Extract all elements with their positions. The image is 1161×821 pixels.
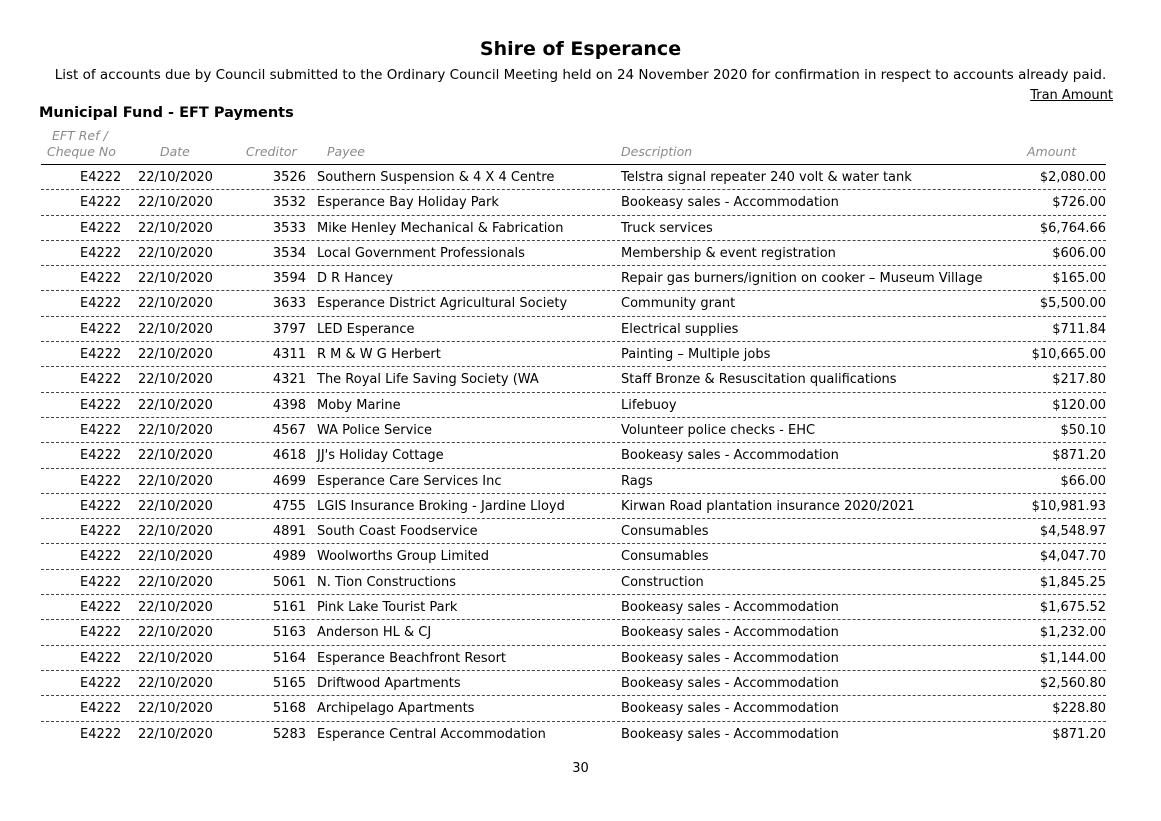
table-row (41, 469, 1106, 494)
cell-description: Painting – Multiple jobs (621, 347, 771, 363)
table-row (41, 317, 1106, 342)
cell-creditor: 4618 (272, 448, 306, 464)
cell-description: Staff Bronze & Resuscitation qualifications (621, 372, 897, 388)
cell-description: Rags (621, 473, 653, 489)
cell-amount: $726.00 (1052, 195, 1106, 211)
cell-creditor: 5283 (272, 726, 306, 742)
cell-amount: $10,981.93 (1031, 498, 1106, 514)
cell-description: Bookeasy sales - Accommodation (621, 625, 839, 641)
table-row (41, 595, 1106, 620)
cell-date: 22/10/2020 (138, 524, 213, 540)
cell-description: Bookeasy sales - Accommodation (621, 195, 839, 211)
cell-description: Volunteer police checks - EHC (621, 422, 816, 438)
cell-amount: $4,548.97 (1039, 524, 1106, 540)
cell-amount: $66.00 (1060, 473, 1106, 489)
cell-date: 22/10/2020 (138, 498, 213, 514)
cell-payee: Pink Lake Tourist Park (317, 600, 458, 616)
cell-date: 22/10/2020 (138, 271, 213, 287)
cell-ref: E4222 (80, 397, 122, 413)
cell-payee: South Coast Foodservice (317, 524, 478, 540)
column-header-description: Description (621, 144, 693, 159)
cell-description: Construction (621, 574, 704, 590)
cell-amount: $5,500.00 (1039, 296, 1106, 312)
cell-date: 22/10/2020 (138, 321, 213, 337)
table-row (41, 165, 1106, 190)
cell-ref: E4222 (80, 726, 122, 742)
cell-description: Bookeasy sales - Accommodation (621, 600, 839, 616)
cell-description: Consumables (621, 549, 709, 565)
cell-date: 22/10/2020 (138, 549, 213, 565)
cell-ref: E4222 (80, 625, 122, 641)
cell-payee: Mike Henley Mechanical & Fabrication (317, 220, 564, 236)
cell-amount: $2,560.80 (1039, 675, 1106, 691)
cell-description: Bookeasy sales - Accommodation (621, 650, 839, 666)
cell-creditor: 4311 (272, 347, 306, 363)
cell-amount: $1,675.52 (1039, 600, 1106, 616)
cell-payee: Southern Suspension & 4 X 4 Centre (317, 170, 555, 185)
cell-ref: E4222 (80, 650, 122, 666)
column-header-date: Date (160, 144, 190, 159)
cell-description: Telstra signal repeater 240 volt & water tank (621, 170, 912, 185)
table-row (41, 646, 1106, 671)
cell-amount: $1,144.00 (1039, 650, 1106, 666)
cell-creditor: 4398 (272, 397, 306, 413)
table-row (41, 671, 1106, 696)
cell-ref: E4222 (80, 448, 122, 464)
cell-payee: Esperance Central Accommodation (317, 726, 546, 742)
cell-date: 22/10/2020 (138, 473, 213, 489)
column-header-creditor: Creditor (246, 144, 297, 159)
cell-payee: Esperance Care Services Inc (317, 473, 502, 489)
cell-ref: E4222 (80, 701, 122, 717)
page-number: 30 (572, 761, 589, 776)
cell-creditor: 4891 (272, 524, 306, 540)
cell-payee: WA Police Service (317, 422, 433, 438)
cell-creditor: 4699 (272, 473, 306, 489)
cell-payee: Esperance Beachfront Resort (317, 650, 507, 666)
cell-creditor: 3533 (272, 220, 306, 236)
cell-payee: The Royal Life Saving Society (WA (317, 372, 539, 388)
cell-description: Bookeasy sales - Accommodation (621, 675, 839, 691)
cell-payee: Moby Marine (317, 397, 401, 413)
cell-amount: $120.00 (1052, 397, 1106, 413)
cell-date: 22/10/2020 (138, 448, 213, 464)
cell-date: 22/10/2020 (138, 372, 213, 388)
cell-description: Bookeasy sales - Accommodation (621, 726, 839, 742)
table-row (41, 544, 1106, 569)
column-header-payee: Payee (327, 144, 365, 159)
table-row (41, 342, 1106, 367)
cell-ref: E4222 (80, 422, 122, 438)
cell-description: Bookeasy sales - Accommodation (621, 448, 839, 464)
cell-date: 22/10/2020 (138, 195, 213, 211)
cell-ref: E4222 (80, 498, 122, 514)
cell-description: Lifebuoy (621, 397, 677, 413)
table-row (41, 190, 1106, 215)
cell-amount: $1,232.00 (1039, 625, 1106, 641)
cell-amount: $4,047.70 (1039, 549, 1106, 565)
cell-payee: Anderson HL & CJ (317, 625, 432, 641)
cell-creditor: 5161 (272, 600, 306, 616)
tran-amount-label: Tran Amount (1030, 88, 1113, 103)
cell-ref: E4222 (80, 574, 122, 590)
table-row (41, 367, 1106, 392)
cell-payee: D R Hancey (317, 271, 394, 287)
cell-ref: E4222 (80, 271, 122, 287)
cell-creditor: 4989 (272, 549, 306, 565)
page-title: Shire of Esperance (479, 38, 682, 60)
table-row (41, 418, 1106, 443)
cell-payee: Esperance Bay Holiday Park (317, 195, 499, 211)
cell-date: 22/10/2020 (138, 625, 213, 641)
cell-date: 22/10/2020 (138, 600, 213, 616)
cell-amount: $871.20 (1052, 448, 1106, 464)
cell-amount: $10,665.00 (1031, 347, 1106, 363)
cell-date: 22/10/2020 (138, 650, 213, 666)
cell-payee: Woolworths Group Limited (317, 549, 489, 565)
cell-creditor: 5163 (272, 625, 306, 641)
cell-creditor: 3534 (272, 245, 306, 261)
cell-creditor: 4567 (272, 422, 306, 438)
cell-creditor: 5165 (272, 675, 306, 691)
cell-description: Truck services (621, 220, 713, 236)
cell-payee: Driftwood Apartments (317, 675, 461, 691)
cell-payee: Archipelago Apartments (317, 701, 475, 717)
cell-amount: $606.00 (1052, 245, 1106, 261)
cell-ref: E4222 (80, 675, 122, 691)
cell-date: 22/10/2020 (138, 245, 213, 261)
cell-description: Community grant (621, 296, 736, 312)
cell-creditor: 5164 (272, 650, 306, 666)
cell-payee: JJ's Holiday Cottage (317, 448, 444, 464)
cell-payee: LGIS Insurance Broking - Jardine Lloyd (317, 498, 565, 514)
cell-date: 22/10/2020 (138, 574, 213, 590)
cell-amount: $6,764.66 (1039, 220, 1106, 236)
table-row (41, 266, 1106, 291)
table-row (41, 620, 1106, 645)
cell-ref: E4222 (80, 296, 122, 312)
table-row (41, 393, 1106, 418)
cell-amount: $50.10 (1060, 422, 1106, 438)
cell-ref: E4222 (80, 372, 122, 388)
cell-ref: E4222 (80, 549, 122, 565)
cell-date: 22/10/2020 (138, 170, 213, 185)
cell-ref: E4222 (80, 220, 122, 236)
cell-date: 22/10/2020 (138, 296, 213, 312)
cell-creditor: 3532 (272, 195, 306, 211)
table-row (41, 494, 1106, 519)
column-header-amount: Amount (1027, 144, 1077, 159)
cell-date: 22/10/2020 (138, 675, 213, 691)
cell-description: Membership & event registration (621, 245, 836, 261)
cell-amount: $711.84 (1052, 321, 1106, 337)
cell-description: Repair gas burners/ignition on cooker – Museum Village (621, 271, 983, 287)
cell-description: Electrical supplies (621, 321, 739, 337)
section-heading: Municipal Fund - EFT Payments (39, 105, 294, 121)
cell-ref: E4222 (80, 473, 122, 489)
table-row (41, 443, 1106, 468)
cell-amount: $217.80 (1052, 372, 1106, 388)
cell-payee: Esperance District Agricultural Society (317, 296, 568, 312)
cell-ref: E4222 (80, 170, 122, 185)
cell-ref: E4222 (80, 600, 122, 616)
cell-payee: R M & W G Herbert (317, 347, 441, 363)
cell-creditor: 5168 (272, 701, 306, 717)
cell-payee: Local Government Professionals (317, 245, 525, 261)
cell-creditor: 3594 (272, 271, 306, 287)
cell-date: 22/10/2020 (138, 422, 213, 438)
cell-creditor: 5061 (272, 574, 306, 590)
table-row (41, 291, 1106, 316)
table-row (41, 519, 1106, 544)
cell-date: 22/10/2020 (138, 701, 213, 717)
payments-table (0, 165, 1161, 746)
cell-amount: $1,845.25 (1039, 574, 1106, 590)
cell-creditor: 3526 (272, 170, 306, 185)
cell-date: 22/10/2020 (138, 220, 213, 236)
cell-date: 22/10/2020 (138, 726, 213, 742)
cell-ref: E4222 (80, 321, 122, 337)
table-row (41, 570, 1106, 595)
table-row (41, 722, 1106, 746)
cell-amount: $165.00 (1052, 271, 1106, 287)
table-header (0, 128, 1161, 164)
cell-payee: LED Esperance (317, 321, 415, 337)
cell-description: Consumables (621, 524, 709, 540)
cell-creditor: 4755 (272, 498, 306, 514)
column-header-ref-line2: Cheque No (47, 144, 116, 159)
cell-amount: $228.80 (1052, 701, 1106, 717)
table-row (41, 216, 1106, 241)
cell-amount: $2,080.00 (1039, 170, 1106, 185)
page-subtitle: List of accounts due by Council submitted to the Ordinary Council Meeting held on 24 November 2020 for confirmation in respect to accounts already paid. (54, 67, 1107, 83)
cell-ref: E4222 (80, 195, 122, 211)
table-row (41, 696, 1106, 721)
cell-creditor: 3633 (272, 296, 306, 312)
cell-amount: $871.20 (1052, 726, 1106, 742)
cell-date: 22/10/2020 (138, 347, 213, 363)
cell-date: 22/10/2020 (138, 397, 213, 413)
cell-ref: E4222 (80, 347, 122, 363)
cell-description: Kirwan Road plantation insurance 2020/2021 (621, 498, 915, 514)
column-header-ref-line1: EFT Ref / (52, 128, 108, 143)
cell-ref: E4222 (80, 524, 122, 540)
cell-payee: N. Tion Constructions (317, 574, 457, 590)
cell-ref: E4222 (80, 245, 122, 261)
table-row (41, 241, 1106, 266)
cell-creditor: 4321 (272, 372, 306, 388)
cell-creditor: 3797 (272, 321, 306, 337)
cell-description: Bookeasy sales - Accommodation (621, 701, 839, 717)
